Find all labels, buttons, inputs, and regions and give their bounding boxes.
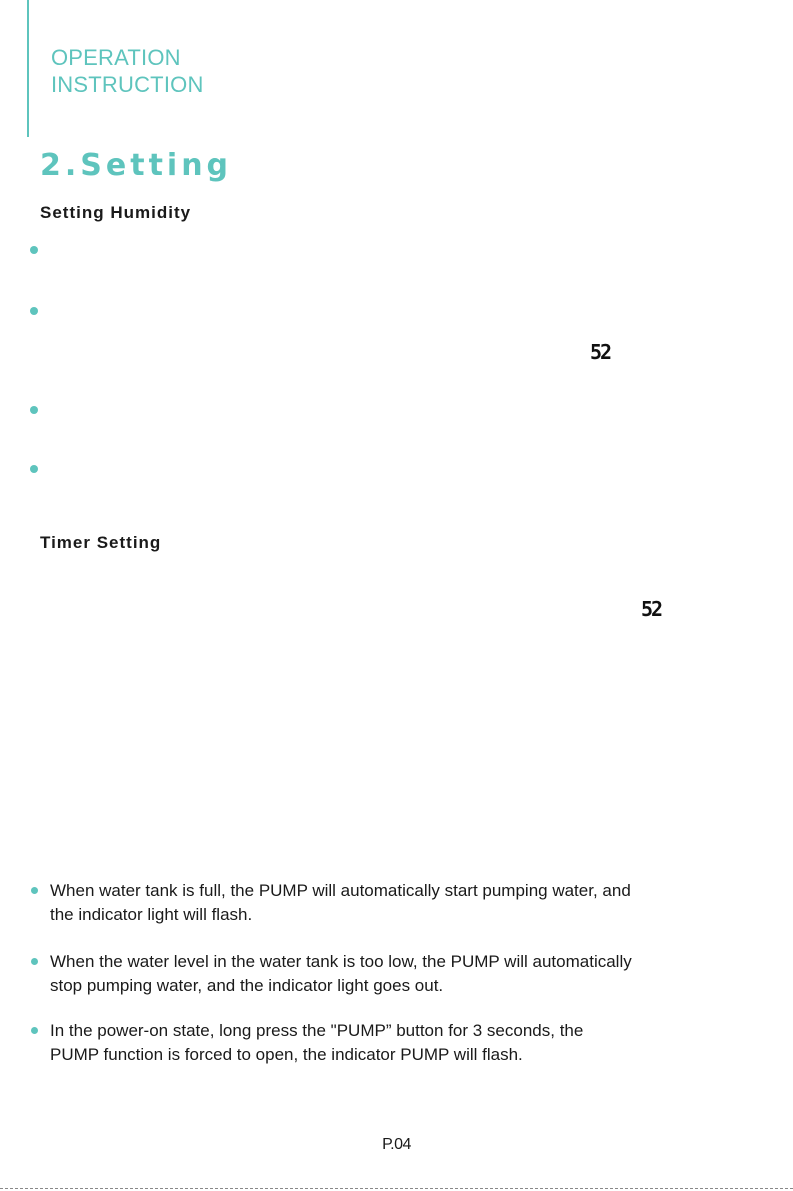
- pump-item-2-line-1: When the water level in the water tank is too low, the PUMP will automatically: [50, 952, 632, 971]
- pump-item-1-line-1: When water tank is full, the PUMP will automatically start pumping water, and: [50, 881, 631, 900]
- humidity-bullet-3: [30, 406, 38, 414]
- pump-item-3: [50, 1019, 750, 1067]
- pump-item-1-line-2: the indicator light will flash.: [50, 905, 253, 924]
- page-number: P.04: [382, 1136, 411, 1153]
- humidity-bullet-1: [30, 246, 38, 254]
- pump-item-2-line-2: stop pumping water, and the indicator light goes out.: [50, 976, 444, 995]
- humidity-bullet-4: [30, 465, 38, 473]
- bottom-divider: [0, 1188, 793, 1189]
- pump-bullet-3: [31, 1027, 38, 1034]
- timer-display-icon: 52: [641, 597, 662, 621]
- humidity-bullet-2: [30, 307, 38, 315]
- pump-item-1: [50, 879, 750, 927]
- header-line-2: INSTRUCTION: [51, 72, 204, 97]
- page-header: [51, 44, 204, 98]
- pump-item-3-line-2: PUMP function is forced to open, the indicator PUMP will flash.: [50, 1045, 523, 1064]
- header-line-1: OPERATION: [51, 45, 181, 70]
- pump-item-3-line-1: In the power-on state, long press the "PUMP” button for 3 seconds, the: [50, 1021, 584, 1040]
- pump-item-2: [50, 950, 750, 998]
- pump-bullet-1: [31, 887, 38, 894]
- pump-bullet-2: [31, 958, 38, 965]
- humidity-display-icon: 52: [590, 340, 611, 364]
- accent-bar: [27, 0, 29, 137]
- section-title: 2.Setting: [40, 148, 233, 183]
- humidity-heading: Setting Humidity: [40, 203, 192, 222]
- timer-heading: Timer Setting: [40, 533, 162, 552]
